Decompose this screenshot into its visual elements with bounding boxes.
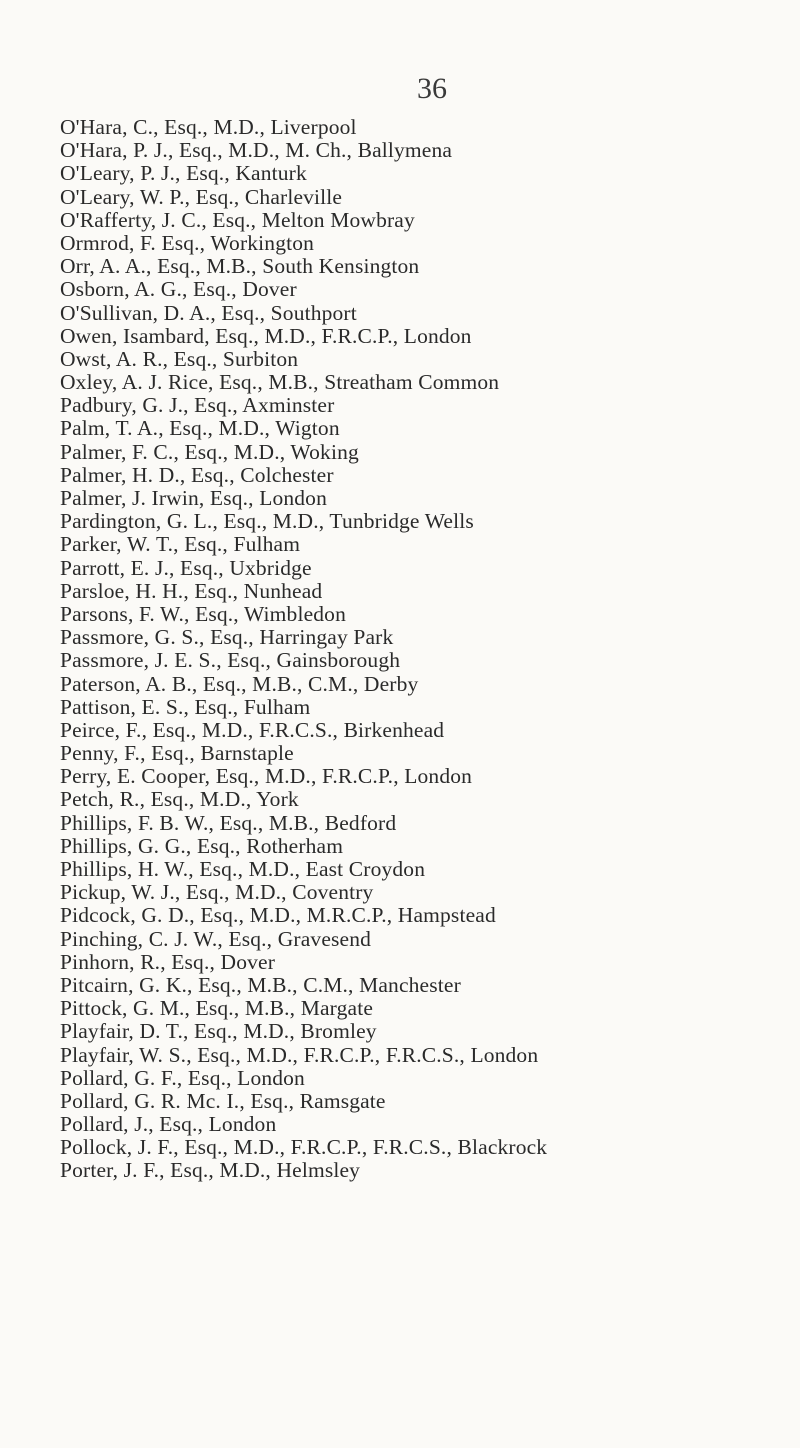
member-entry: Pitcairn, G. K., Esq., M.B., C.M., Manchester: [60, 972, 461, 997]
member-entry: Pinching, C. J. W., Esq., Gravesend: [60, 926, 372, 951]
member-entry: Pardington, G. L., Esq., M.D., Tunbridge Wells: [60, 509, 474, 534]
member-entry: O'Leary, W. P., Esq., Charleville: [60, 184, 343, 209]
member-entry: O'Leary, P. J., Esq., Kanturk: [60, 161, 307, 186]
member-entry: O'Hara, C., Esq., M.D., Liverpool: [60, 115, 357, 139]
member-entry: O'Hara, P. J., Esq., M.D., M. Ch., Ballymena: [60, 138, 453, 163]
member-entry: O'Sullivan, D. A., Esq., Southport: [60, 300, 357, 325]
member-entry: Pollock, J. F., Esq., M.D., F.R.C.P., F.R.C.S., Blackrock: [60, 1135, 548, 1160]
member-entry: Pinhorn, R., Esq., Dover: [60, 949, 276, 974]
member-entry: Parsloe, H. H., Esq., Nunhead: [60, 578, 323, 603]
member-entry: Peirce, F., Esq., M.D., F.R.C.S., Birkenhead: [60, 717, 445, 742]
member-entry: Pidcock, G. D., Esq., M.D., M.R.C.P., Hampstead: [60, 903, 496, 928]
member-entry: Penny, F., Esq., Barnstaple: [60, 741, 294, 766]
member-entry: Phillips, G. G., Esq., Rotherham: [60, 833, 344, 858]
page-number: 36: [417, 72, 447, 105]
member-entry: Palmer, H. D., Esq., Colchester: [60, 462, 334, 487]
member-entry: Playfair, D. T., Esq., M.D., Bromley: [60, 1019, 377, 1044]
member-entry: Osborn, A. G., Esq., Dover: [60, 277, 297, 302]
member-entry: Palmer, J. Irwin, Esq., London: [60, 486, 327, 510]
member-entry: Playfair, W. S., Esq., M.D., F.R.C.P., F.R.C.S., London: [60, 1042, 539, 1067]
member-entry: Perry, E. Cooper, Esq., M.D., F.R.C.P., London: [60, 764, 473, 789]
member-entry: Padbury, G. J., Esq., Axminster: [60, 393, 335, 418]
member-entry: O'Rafferty, J. C., Esq., Melton Mowbray: [60, 207, 415, 232]
member-entry: Porter, J. F., Esq., M.D., Helmsley: [60, 1158, 361, 1183]
member-entry: Owen, Isambard, Esq., M.D., F.R.C.P., London: [60, 323, 472, 348]
member-entry: Orr, A. A., Esq., M.B., South Kensington: [60, 254, 420, 279]
member-entry: Pickup, W. J., Esq., M.D., Coventry: [60, 880, 374, 905]
member-entry: Parrott, E. J., Esq., Uxbridge: [60, 555, 312, 580]
member-entry: Pattison, E. S., Esq., Fulham: [60, 694, 311, 719]
member-entry: Pollard, G. F., Esq., London: [60, 1065, 305, 1090]
member-entry: Phillips, F. B. W., Esq., M.B., Bedford: [60, 810, 397, 835]
member-entry: Palmer, F. C., Esq., M.D., Woking: [60, 439, 359, 464]
member-entry: Pollard, G. R. Mc. I., Esq., Ramsgate: [60, 1088, 386, 1113]
member-entry: Paterson, A. B., Esq., M.B., C.M., Derby: [60, 671, 419, 696]
member-list: [60, 116, 780, 1183]
member-entry: Phillips, H. W., Esq., M.D., East Croydon: [60, 857, 426, 881]
member-entry: Oxley, A. J. Rice, Esq., M.B., Streatham Common: [60, 370, 500, 395]
member-entry: Palm, T. A., Esq., M.D., Wigton: [60, 416, 340, 441]
member-entry: Ormrod, F. Esq., Workington: [60, 230, 315, 255]
member-entry: Passmore, J. E. S., Esq., Gainsborough: [60, 648, 401, 673]
member-entry: Pollard, J., Esq., London: [60, 1112, 277, 1137]
member-entry: Parker, W. T., Esq., Fulham: [60, 532, 301, 557]
member-entry: Pittock, G. M., Esq., M.B., Margate: [60, 996, 374, 1021]
member-entry: Owst, A. R., Esq., Surbiton: [60, 346, 299, 371]
member-entry: Passmore, G. S., Esq., Harringay Park: [60, 625, 394, 650]
member-entry: Parsons, F. W., Esq., Wimbledon: [60, 601, 346, 626]
member-entry: Petch, R., Esq., M.D., York: [60, 787, 299, 812]
